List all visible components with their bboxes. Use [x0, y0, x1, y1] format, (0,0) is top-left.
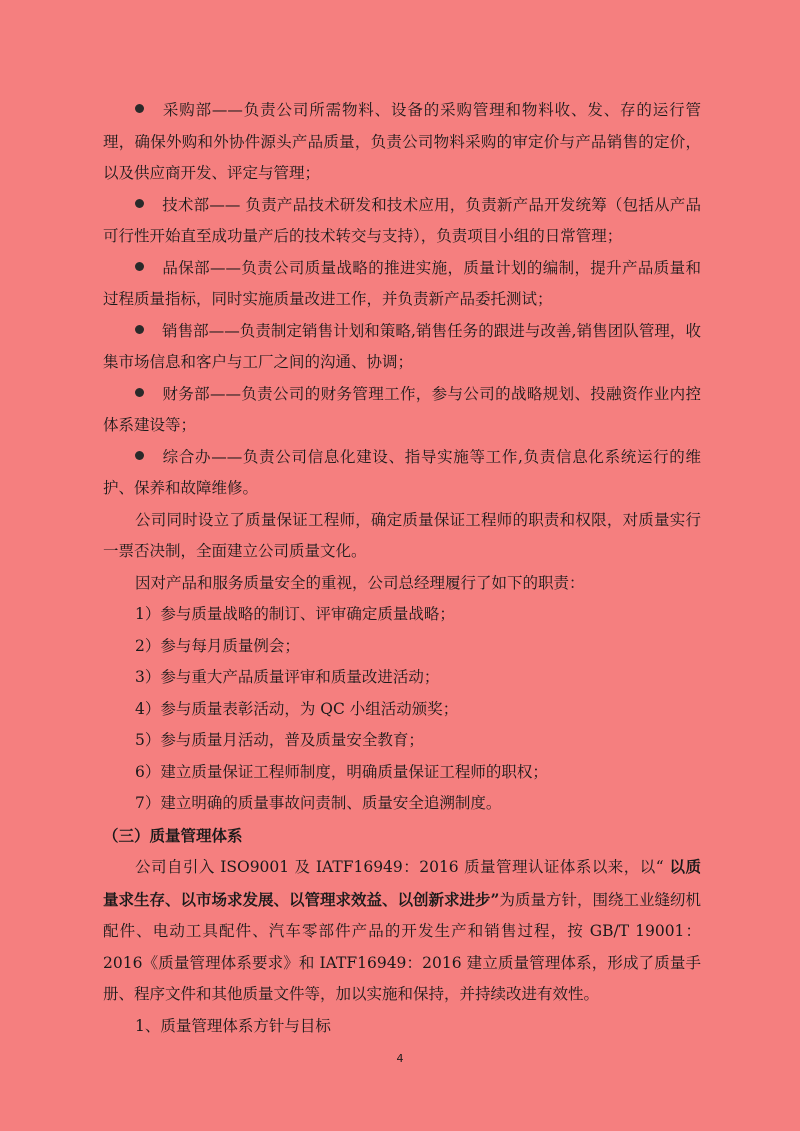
bullet-quality: [103, 253, 701, 316]
quality-policy-text: 以质量求生存、以市场求发展、以管理求效益、以创新求进步”: [103, 857, 701, 909]
bullet-text: 销售部——负责制定销售计划和策略,销售任务的跟进与改善,销售团队管理，收集市场信息和客户与工厂之间的沟通、协调；: [103, 321, 701, 371]
bullet-general-office: [103, 442, 701, 505]
duty-item: 4）参与质量表彰活动，为 QC 小组活动颁奖；: [135, 699, 459, 718]
duty-item: 3）参与重大产品质量评审和质量改进活动；: [135, 668, 440, 686]
bullet-text: 财务部——负责公司的财务管理工作，参与公司的战略规划、投融资作业内控体系建设等；: [103, 384, 701, 434]
bullet-dot-icon: [135, 325, 144, 334]
paragraph-qa-engineer: 公司同时设立了质量保证工程师，确定质量保证工程师的职责和权限，对质量实行一票否决制，全面建立公司质量文化。: [103, 510, 701, 560]
page-content: [103, 95, 701, 1042]
bullet-dot-icon: [135, 451, 144, 460]
bullet-technology: [103, 190, 701, 253]
duty-item: 2）参与每月质量例会；: [135, 636, 300, 655]
policy-body-text: 为质量方针，围绕工业缝纫机配件、电动工具配件、汽车零部件产品的开发生产和销售过程，按 GB/T 19001：2016《质量管理体系要求》和 IATF16949：2016 建立质量管理体系，形成了质量手册、程序文件和其他质量文件等，加以实施和保持，并持续改进有效性。: [103, 890, 701, 1003]
paragraph-gm-duties-intro: 因对产品和服务质量安全的重视，公司总经理履行了如下的职责：: [135, 573, 585, 592]
bullet-text: 综合办——负责公司信息化建设、指导实施等工作,负责信息化系统运行的维护、保养和故障维修。: [103, 447, 701, 497]
section-heading: （三）质量管理体系: [103, 825, 243, 845]
page-number: 4: [396, 1052, 404, 1065]
duty-item: 1）参与质量战略的制订、评审确定质量战略；: [135, 605, 455, 623]
paragraph-quality-system: [103, 851, 701, 1011]
bullet-text: 采购部——负责公司所需物料、设备的采购管理和物料收、发、存的运行管理，确保外购和外协件源头产品质量，负责公司物料采购的审定价与产品销售的定价，以及供应商开发、评定与管理；: [103, 101, 701, 182]
bullet-sales: [103, 316, 701, 379]
bullet-purchasing: [103, 95, 701, 190]
bullet-dot-icon: [135, 199, 144, 208]
bullet-text: 品保部——负责公司质量战略的推进实施，质量计划的编制，提升产品质量和过程质量指标，同时实施质量改进工作，并负责新产品委托测试；: [103, 258, 701, 308]
bullet-text: 技术部—— 负责产品技术研发和技术应用，负责新产品开发统筹（包括从产品可行性开始直至成功量产后的技术转交与支持），负责项目小组的日常管理；: [103, 195, 701, 245]
sub-heading: 1、质量管理体系方针与目标: [135, 1016, 331, 1035]
duty-item: 6）建立质量保证工程师制度，明确质量保证工程师的职权；: [135, 762, 548, 781]
policy-intro-text: 公司自引入 ISO9001 及 IATF16949：2016 质量管理认证体系以来，以“: [135, 858, 664, 876]
bullet-finance: [103, 379, 701, 442]
bullet-dot-icon: [135, 104, 144, 113]
bullet-dot-icon: [135, 262, 144, 271]
duty-item: 7）建立明确的质量事故问责制、质量安全追溯制度。: [135, 794, 502, 812]
bullet-dot-icon: [135, 388, 144, 397]
duty-item: 5）参与质量月活动，普及质量安全教育；: [135, 731, 424, 749]
